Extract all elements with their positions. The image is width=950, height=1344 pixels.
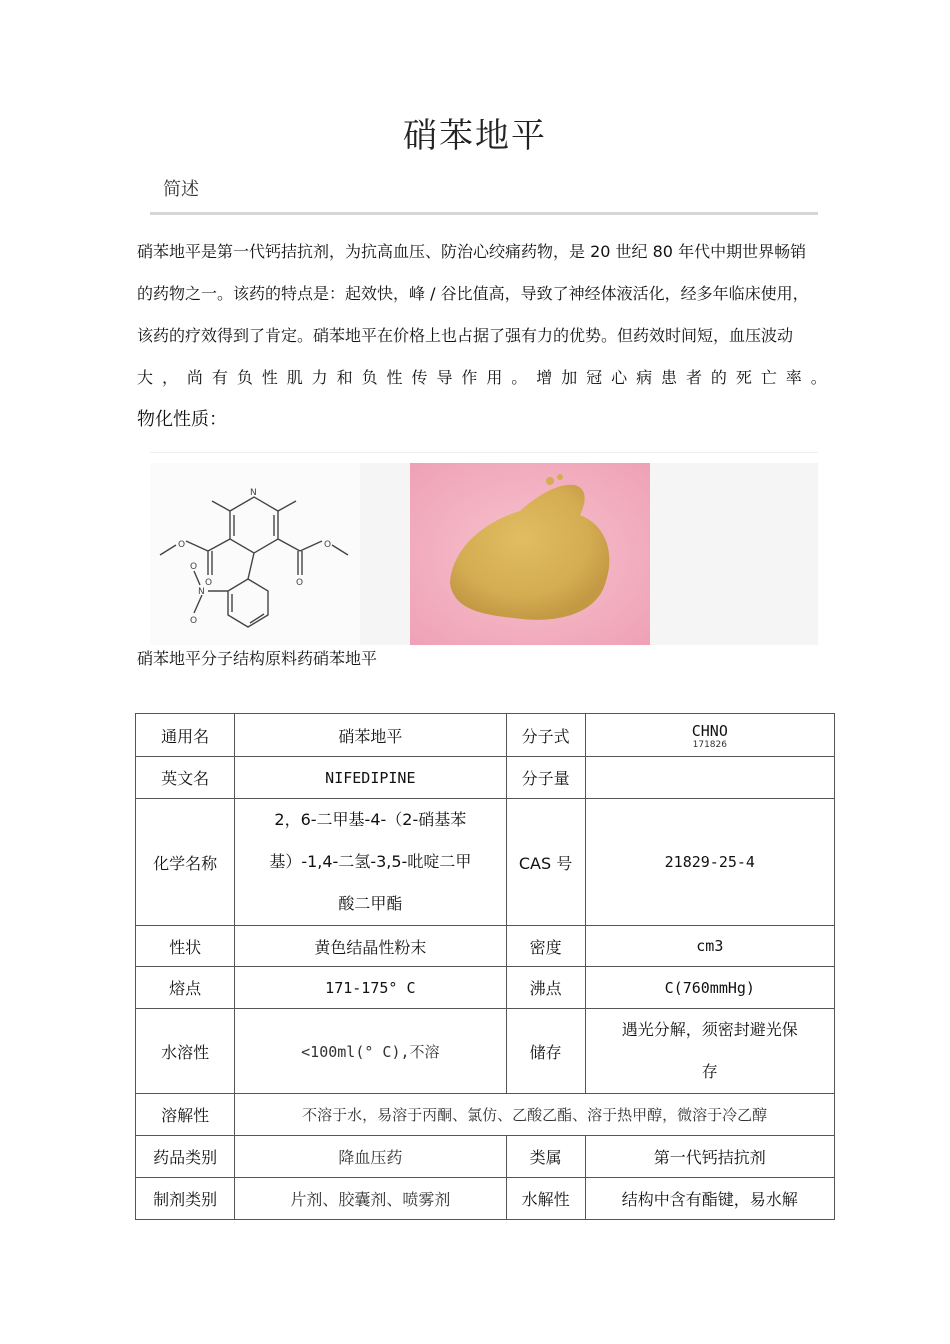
- table-value: 片剂、胶囊剂、喷雾剂: [235, 1178, 506, 1220]
- table-row: [136, 1094, 835, 1136]
- table-value: 硝苯地平: [235, 714, 506, 757]
- table-key: 水溶性: [136, 1009, 235, 1094]
- paragraph-char: 增: [536, 368, 553, 387]
- table-key: 类属: [506, 1136, 585, 1178]
- table-row: [136, 967, 835, 1009]
- solubility-value: 不溶于水，易溶于丙酮、氯仿、乙酸乙酯、溶于热甲醇，微溶于冷乙醇: [235, 1094, 835, 1136]
- paragraph-char: 的: [710, 368, 727, 387]
- table-value: 降血压药: [235, 1136, 506, 1178]
- section-divider: [150, 212, 818, 215]
- paragraph-char: 。: [810, 368, 827, 387]
- paragraph-char: 用: [486, 368, 503, 387]
- table-key: 化学名称: [136, 799, 235, 926]
- paragraph-char: ，: [161, 368, 178, 387]
- paragraph-char: 患: [661, 368, 678, 387]
- paragraph-char: 冠: [586, 368, 603, 387]
- paragraph-char: 性: [261, 368, 278, 387]
- storage-line: 遇光分解，须密封避光保: [621, 1020, 798, 1039]
- table-key: 沸点: [506, 967, 585, 1009]
- chemical-name-line: 酸二甲酯: [338, 894, 403, 913]
- table-key: 性状: [136, 926, 235, 967]
- paragraph-line: 该药的疗效得到了肯定。硝苯地平在价格上也占据了强有力的优势。但药效时间短，血压波动: [137, 326, 794, 345]
- paragraph-line: 的药物之一。该药的特点是：起效快，峰 / 谷比值高，导致了神经体液活化，经多年临床使用，: [137, 284, 809, 303]
- table-key: CAS 号: [506, 799, 585, 926]
- storage-line: 存: [701, 1062, 718, 1081]
- paragraph-char: 力: [311, 368, 328, 387]
- table-row: [136, 1009, 835, 1094]
- paragraph-char: 负: [361, 368, 378, 387]
- paragraph-char: 死: [735, 368, 752, 387]
- paragraph-char: 和: [336, 368, 353, 387]
- paragraph-char: 作: [461, 368, 478, 387]
- paragraph-char: 大: [137, 368, 154, 387]
- chemical-name-line: 2，6-二甲基-4-（2-硝基苯: [274, 810, 467, 829]
- formula-subscripts: 171826: [692, 739, 727, 750]
- table-key: 熔点: [136, 967, 235, 1009]
- paragraph-line: 硝苯地平是第一代钙拮抗剂，为抗高血压、防治心绞痛药物，是 20 世纪 80 年代中期世界畅销: [137, 242, 807, 261]
- paragraph-char: 肌: [286, 368, 303, 387]
- table-value: <100ml(° C),不溶: [235, 1009, 506, 1094]
- table-key: 分子式: [506, 714, 585, 757]
- table-value: 黄色结晶性粉末: [235, 926, 506, 967]
- page-title: 硝苯地平: [403, 116, 547, 156]
- table-value: NIFEDIPINE: [235, 757, 506, 799]
- table-value: 结构中含有酯键，易水解: [585, 1178, 834, 1220]
- paragraph-char: 导: [436, 368, 453, 387]
- paragraph-char: 心: [611, 368, 628, 387]
- paragraph-char: 有: [211, 368, 228, 387]
- table-row: [136, 714, 835, 757]
- table-key: 英文名: [136, 757, 235, 799]
- table-row: [136, 799, 835, 926]
- formula-cell: [585, 714, 834, 757]
- svg-text:O: O: [324, 540, 332, 550]
- table-value: C(760mmHg): [585, 967, 834, 1009]
- table-row: [136, 1178, 835, 1220]
- svg-text:O: O: [190, 616, 198, 626]
- table-value: cm3: [585, 926, 834, 967]
- svg-text:O: O: [296, 578, 304, 588]
- paragraph-char: 率: [785, 368, 802, 387]
- table-key: 水解性: [506, 1178, 585, 1220]
- image-caption: 硝苯地平分子结构原料药硝苯地平: [137, 649, 378, 668]
- paragraph-char: 亡: [760, 368, 777, 387]
- formula-text: CHNO: [691, 721, 728, 740]
- paragraph-char: 性: [386, 368, 403, 387]
- table-key: 通用名: [136, 714, 235, 757]
- table-key: 制剂类别: [136, 1178, 235, 1220]
- powder-photo: [410, 463, 650, 645]
- paragraph-char: 传: [411, 368, 428, 387]
- table-row: [136, 757, 835, 799]
- table-key: 分子量: [506, 757, 585, 799]
- table-value: 第一代钙拮抗剂: [585, 1136, 834, 1178]
- svg-text:N: N: [198, 587, 205, 597]
- intro-paragraph: [137, 231, 842, 399]
- image-divider: [150, 452, 818, 453]
- table-value: [585, 757, 834, 799]
- table-key: 密度: [506, 926, 585, 967]
- paragraph-char: 尚: [186, 368, 203, 387]
- table-key: 药品类别: [136, 1136, 235, 1178]
- paragraph-char: 。: [511, 368, 528, 387]
- section-heading: 简述: [163, 179, 199, 200]
- svg-text:O: O: [205, 578, 213, 588]
- table-key: 储存: [506, 1009, 585, 1094]
- paragraph-char: 加: [561, 368, 578, 387]
- svg-text:O: O: [178, 540, 186, 550]
- paragraph-char: 负: [236, 368, 253, 387]
- table-key: 溶解性: [136, 1094, 235, 1136]
- table-row: [136, 1136, 835, 1178]
- paragraph-line-justified: [137, 357, 827, 399]
- molecular-structure-image: [150, 463, 360, 645]
- atom-label-nh: N: [250, 488, 257, 498]
- paragraph-char: 者: [685, 368, 702, 387]
- table-value: 21829-25-4: [585, 799, 834, 926]
- properties-heading: 物化性质：: [137, 409, 227, 430]
- chemical-name-cell: [235, 799, 506, 926]
- svg-text:O: O: [190, 562, 198, 572]
- paragraph-char: 病: [636, 368, 653, 387]
- chemical-name-line: 基）-1,4-二氢-3,5-吡啶二甲: [269, 852, 472, 871]
- table-row: [136, 926, 835, 967]
- table-value: 171-175° C: [235, 967, 506, 1009]
- storage-cell: [585, 1009, 834, 1094]
- properties-table: [135, 713, 835, 1220]
